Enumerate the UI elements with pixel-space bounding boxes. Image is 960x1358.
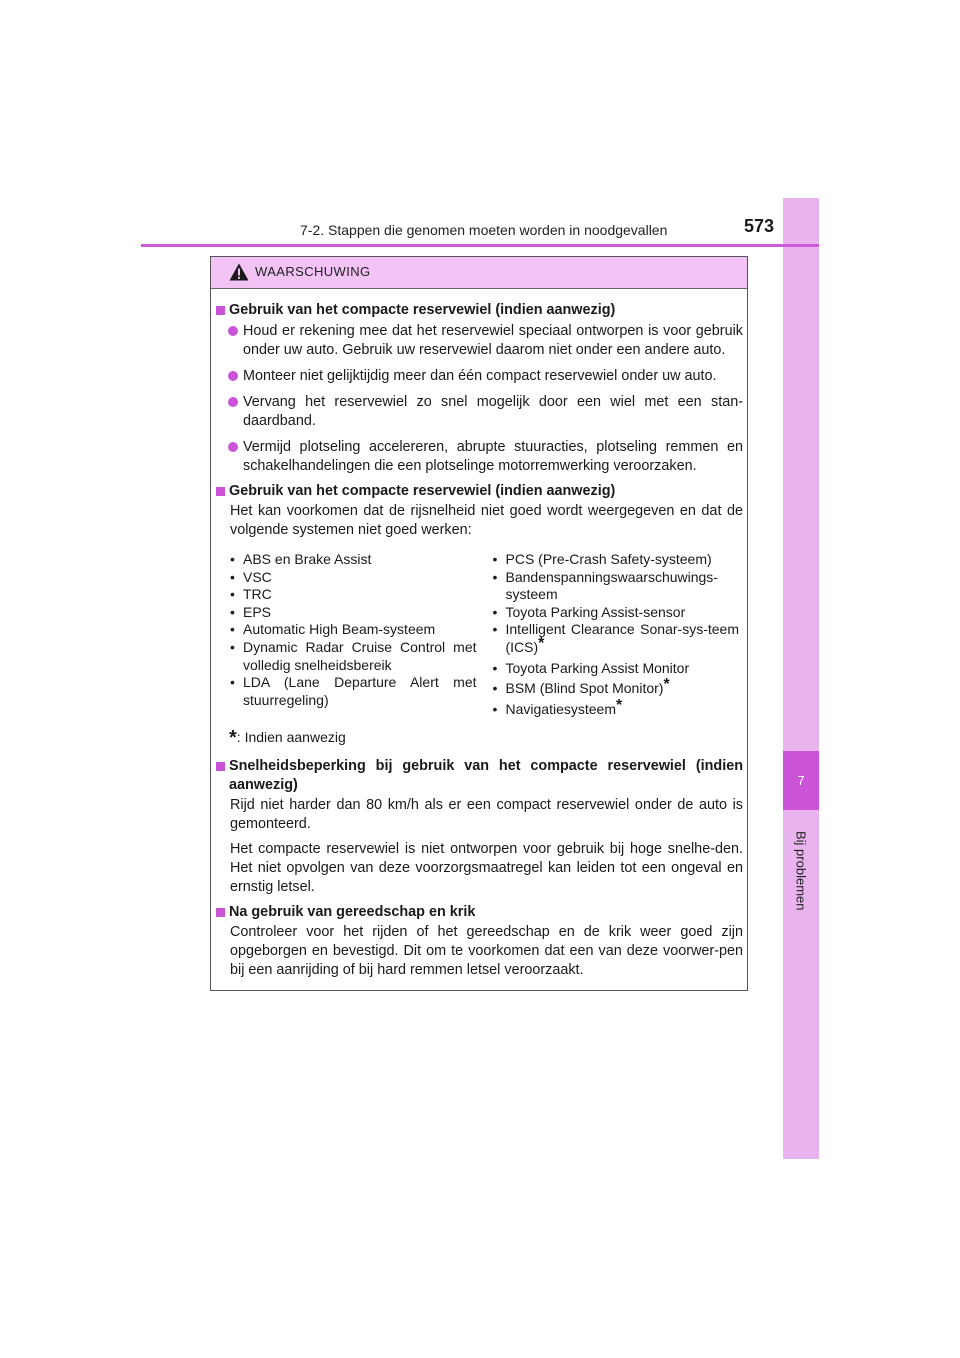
list-item-text: Vervang het reservewiel zo snel mogelijk door een wiel met een stan-daardband. xyxy=(243,394,743,429)
system-item: • ABS en Brake Assist xyxy=(230,551,477,569)
system-item-text: BSM (Blind Spot Monitor) xyxy=(505,680,664,697)
system-item xyxy=(493,676,740,698)
square-bullet-icon xyxy=(216,306,225,315)
square-bullet-icon xyxy=(216,762,225,771)
chapter-side-tab xyxy=(783,198,819,1159)
square-bullet-icon xyxy=(216,487,225,496)
warning-content xyxy=(215,301,743,980)
warning-box xyxy=(210,256,748,991)
system-item-text: Navigatiesysteem xyxy=(505,700,616,717)
circle-bullet-icon xyxy=(228,397,238,407)
system-item: • VSC xyxy=(230,569,477,587)
section-heading xyxy=(215,903,743,922)
circle-bullet-icon xyxy=(228,442,238,452)
paragraph: Het kan voorkomen dat de rijsnelheid niet goed wordt weergegeven en dat de volgende systemen niet goed werken: xyxy=(230,503,743,538)
system-item: • Toyota Parking Assist Monitor xyxy=(493,660,740,678)
circle-bullet-icon xyxy=(228,371,238,381)
footnote-star: * xyxy=(538,634,545,652)
heading-text: Na gebruik van gereedschap en krik xyxy=(229,904,476,921)
footnote-star: * xyxy=(229,727,237,750)
system-item: • Automatic High Beam-systeem xyxy=(230,621,477,639)
systems-list xyxy=(230,551,743,718)
heading-text: Gebruik van het compacte reservewiel (indien aanwezig) xyxy=(229,302,616,318)
list-item xyxy=(215,322,743,360)
heading-text: Gebruik van het compacte reservewiel (indien aanwezig) xyxy=(229,483,616,499)
chapter-number: 7 xyxy=(797,773,805,788)
section-heading xyxy=(215,482,743,501)
systems-column-left xyxy=(230,551,491,718)
paragraph: Controleer voor het rijden of het gereedschap en de krik weer goed zijn opgeborgen en bevestigd. Dit om te voorkomen dat een van deze voorwer-pen bij een aanrijding of bij hard remmen letsel veroorzaakt. xyxy=(230,924,743,979)
footnote-star: * xyxy=(616,696,623,714)
footnote-star: * xyxy=(663,676,670,694)
list-item xyxy=(215,393,743,431)
list-item-text: Vermijd plotseling accelereren, abrupte stuuracties, plotseling remmen en schakelhandelingen die een plotselinge motorremwerking veroorzaken. xyxy=(243,439,743,474)
paragraph: Rijd niet harder dan 80 km/h als er een compact reservewiel onder de auto is gemonteerd. xyxy=(230,797,743,833)
square-bullet-icon xyxy=(216,908,225,917)
system-item xyxy=(493,696,740,719)
footnote xyxy=(229,728,743,748)
heading-text: Snelheidsbeperking bij gebruik van het compacte reservewiel (indien aanwezig) xyxy=(229,758,743,794)
list-item xyxy=(215,367,743,386)
footnote-text: : Indien aanwezig xyxy=(236,729,346,746)
system-item: • LDA (Lane Departure Alert met stuurregeling) xyxy=(230,674,477,709)
chapter-number-tab[interactable] xyxy=(783,751,819,810)
system-item: • PCS (Pre-Crash Safety-systeem) xyxy=(493,551,740,569)
section-title: 7-2. Stappen die genomen moeten worden in noodgevallen xyxy=(300,222,668,238)
list-item xyxy=(215,438,743,476)
system-item-text: Intelligent Clearance Sonar-sys-teem (ICS) xyxy=(505,621,739,655)
system-item: • Bandenspanningswaarschuwings-systeem xyxy=(493,569,740,604)
circle-bullet-icon xyxy=(228,326,238,336)
page-number: 573 xyxy=(743,216,774,236)
chapter-title-tab xyxy=(783,816,819,926)
systems-column-right xyxy=(491,551,744,718)
system-item: • TRC xyxy=(230,586,477,604)
warning-header xyxy=(211,257,747,289)
system-item: • EPS xyxy=(230,604,477,622)
paragraph: Het compacte reservewiel is niet ontworpen voor gebruik bij hoge snelhe-den. Het niet opvolgen van deze voorzorgsmaatregel kan leiden tot een ongeval en ernstig letsel. xyxy=(230,841,743,896)
chapter-title: Bij problemen xyxy=(793,831,809,911)
section-heading xyxy=(215,757,743,795)
warning-triangle-icon xyxy=(229,263,249,281)
system-item xyxy=(493,621,740,656)
system-item: • Toyota Parking Assist-sensor xyxy=(493,604,740,622)
warning-title: WAARSCHUWING xyxy=(255,264,371,279)
system-item: • Dynamic Radar Cruise Control met volledig snelheidsbereik xyxy=(230,639,477,674)
list-item-text: Monteer niet gelijktijdig meer dan één compact reservewiel onder uw auto. xyxy=(243,368,717,384)
list-item-text: Houd er rekening mee dat het reservewiel speciaal ontworpen is voor gebruik onder uw auto. Gebruik uw reservewiel daarom niet onder een andere auto. xyxy=(243,323,743,358)
header-rule xyxy=(141,244,819,247)
section-heading xyxy=(215,301,743,320)
